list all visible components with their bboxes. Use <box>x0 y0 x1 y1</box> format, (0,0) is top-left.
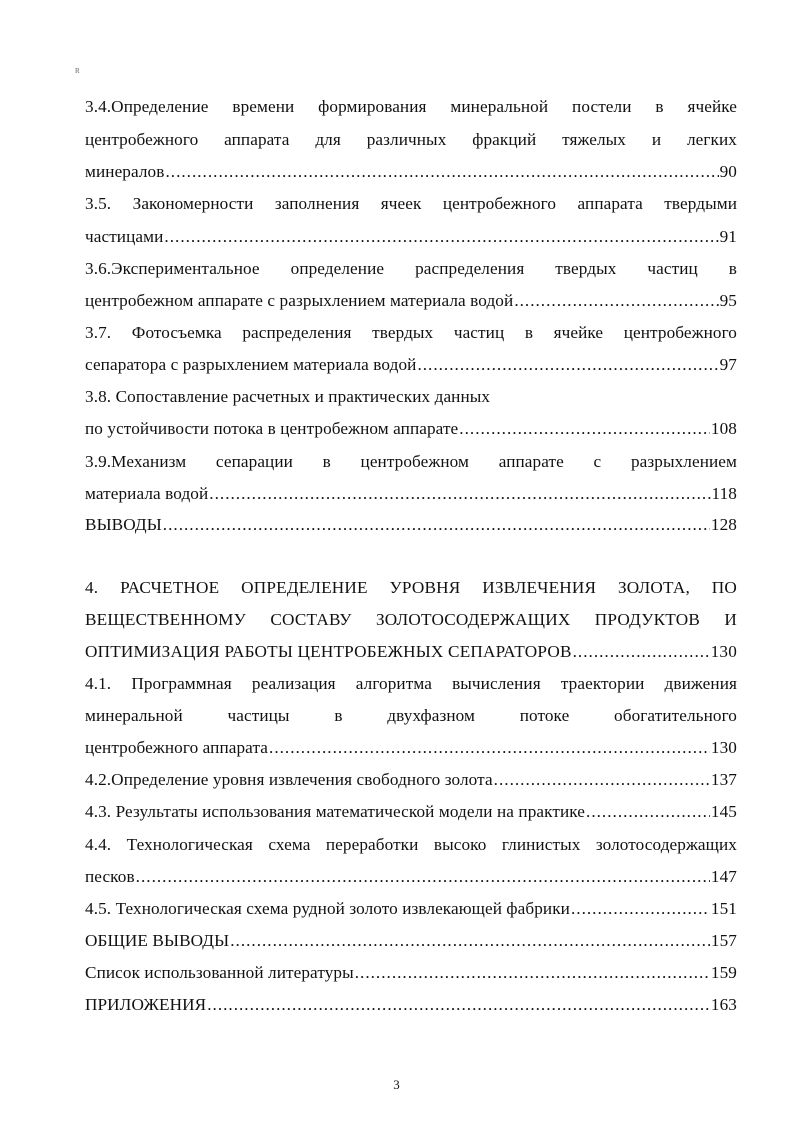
toc-entry-conclusions[interactable] <box>85 514 737 536</box>
toc-entry-4-5[interactable] <box>85 898 737 920</box>
toc-entry-title: 4.5. Технологическая схема рудной золото извлекающей фабрики <box>85 899 570 918</box>
toc-entry-3-6[interactable] <box>85 290 737 312</box>
toc-page-number: 90 <box>719 162 737 181</box>
toc-entry-title: центробежном аппарате с разрыхлением материала водой <box>85 291 514 310</box>
toc-entry-title: сепаратора с разрыхлением материала водой <box>85 355 417 374</box>
toc-page-number: 108 <box>710 419 737 438</box>
toc-page-number: 95 <box>719 291 737 310</box>
dot-leader <box>269 737 710 759</box>
toc-entry-3-4-line-1: 3.4.Определение времени формирования минеральной постели в ячейке <box>85 97 737 116</box>
toc-page-number: 145 <box>710 802 737 821</box>
toc-entry-3-4[interactable] <box>85 161 737 183</box>
toc-entry-title: центробежного аппарата <box>85 738 269 757</box>
toc-entry-title: ВЫВОДЫ <box>85 515 162 534</box>
toc-entry-3-7-line-1: 3.7. Фотосъемка распределения твердых частиц в ячейке центробежного <box>85 323 737 342</box>
toc-entry-title: ОБЩИЕ ВЫВОДЫ <box>85 931 230 950</box>
toc-entry-title: песков <box>85 867 135 886</box>
toc-entry-4-1-line-1: 4.1. Программная реализация алгоритма вычисления траектории движения <box>85 674 737 693</box>
toc-entry-title: материала водой <box>85 484 209 503</box>
toc-page-number: 137 <box>710 770 737 789</box>
toc-entry-4-1-line-2: минеральной частицы в двухфазном потоке обогатительного <box>85 706 737 725</box>
toc-entry-references[interactable] <box>85 962 737 984</box>
toc-page-number: 151 <box>710 899 737 918</box>
toc-entry-4-2[interactable] <box>85 769 737 791</box>
toc-entry-title: Список использованной литературы <box>85 963 354 982</box>
scan-artifact-mark: R <box>75 67 80 75</box>
toc-page-number: 118 <box>711 484 737 503</box>
toc-entry-3-5[interactable] <box>85 226 737 248</box>
dot-leader <box>417 354 718 376</box>
dot-leader <box>514 290 718 312</box>
dot-leader <box>207 994 710 1016</box>
toc-entry-title: ПРИЛОЖЕНИЯ <box>85 995 207 1014</box>
toc-entry-4-1[interactable] <box>85 737 737 759</box>
toc-chapter-4[interactable] <box>85 641 737 663</box>
toc-entry-3-4-line-2: центробежного аппарата для различных фракций тяжелых и легких <box>85 130 737 149</box>
dot-leader <box>136 866 710 888</box>
dot-leader <box>355 962 710 984</box>
toc-entry-3-5-line-1: 3.5. Закономерности заполнения ячеек центробежного аппарата твердыми <box>85 194 737 213</box>
page-number: 3 <box>393 1077 400 1092</box>
toc-entry-title: минералов <box>85 162 165 181</box>
toc-entry-3-8-line-1: 3.8. Сопоставление расчетных и практических данных <box>85 387 491 406</box>
toc-entry-3-8[interactable] <box>85 418 737 440</box>
dot-leader <box>571 898 710 920</box>
toc-entry-general-conclusions[interactable] <box>85 930 737 952</box>
toc-page-number: 163 <box>710 995 737 1014</box>
toc-page-number: 130 <box>710 738 737 757</box>
dot-leader <box>163 514 710 536</box>
toc-entry-3-9-line-1: 3.9.Механизм сепарации в центробежном аппарате с разрыхлением <box>85 452 737 471</box>
toc-entry-4-4[interactable] <box>85 866 737 888</box>
dot-leader <box>230 930 710 952</box>
toc-entry-title: 4.2.Определение уровня извлечения свободного золота <box>85 770 493 789</box>
toc-entry-title: частицами <box>85 227 164 246</box>
toc-page-number: 159 <box>710 963 737 982</box>
toc-page-number: 97 <box>719 355 737 374</box>
toc-entry-title: ОПТИМИЗАЦИЯ РАБОТЫ ЦЕНТРОБЕЖНЫХ СЕПАРАТОРОВ <box>85 642 572 661</box>
toc-entry-4-4-line-1: 4.4. Технологическая схема переработки высоко глинистых золотосодержащих <box>85 835 737 854</box>
toc-page-number: 128 <box>710 515 737 534</box>
dot-leader <box>164 226 718 248</box>
toc-entry-title: по устойчивости потока в центробежном аппарате <box>85 419 459 438</box>
toc-page-number: 147 <box>710 867 737 886</box>
toc-entry-3-9[interactable] <box>85 483 737 505</box>
toc-page-number: 157 <box>710 931 737 950</box>
toc-entry-title: 4.3. Результаты использования математической модели на практике <box>85 802 586 821</box>
dot-leader <box>586 801 710 823</box>
toc-entry-3-6-line-1: 3.6.Экспериментальное определение распределения твердых частиц в <box>85 259 737 278</box>
toc-page-number: 91 <box>719 227 737 246</box>
toc-entry-appendices[interactable] <box>85 994 737 1016</box>
dot-leader <box>494 769 710 791</box>
dot-leader <box>209 483 710 505</box>
toc-page-number: 130 <box>710 642 737 661</box>
toc-entry-4-3[interactable] <box>85 801 737 823</box>
dot-leader <box>573 641 710 663</box>
toc-chapter-4-line-1: 4. РАСЧЕТНОЕ ОПРЕДЕЛЕНИЕ УРОВНЯ ИЗВЛЕЧЕНИЯ ЗОЛОТА, ПО <box>85 578 737 597</box>
toc-entry-3-7[interactable] <box>85 354 737 376</box>
dot-leader <box>459 418 710 440</box>
toc-chapter-4-line-2: ВЕЩЕСТВЕННОМУ СОСТАВУ ЗОЛОТОСОДЕРЖАЩИХ ПРОДУКТОВ И <box>85 610 737 629</box>
dot-leader <box>165 161 718 183</box>
